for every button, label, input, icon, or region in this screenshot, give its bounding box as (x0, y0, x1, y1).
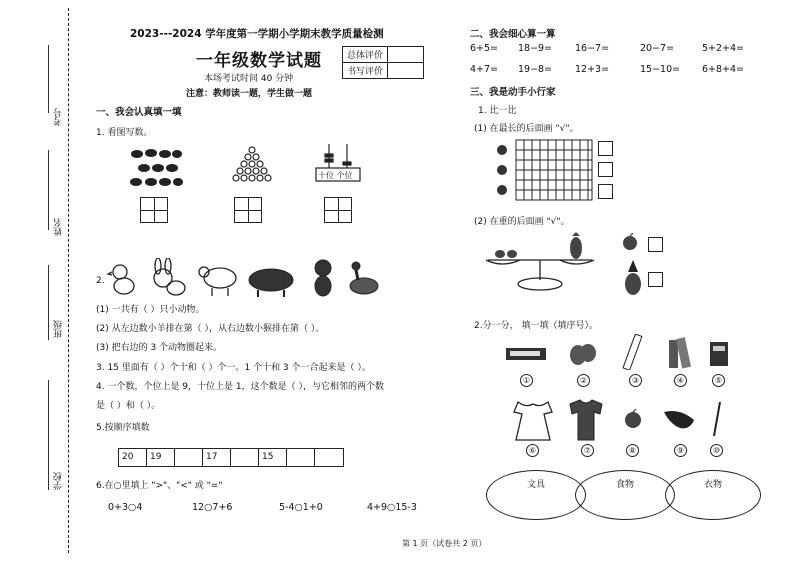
pineapple-icon (623, 260, 643, 296)
answer-box-1[interactable] (140, 197, 168, 223)
exam-time: 本场考试时间 40 分钟 (204, 74, 294, 84)
eggplant-icon (660, 404, 698, 432)
binding-line (68, 8, 69, 553)
calc-2-4[interactable]: 15−10= (640, 64, 681, 75)
calc-2-1[interactable]: 4+7= (470, 64, 499, 75)
calc-1-5[interactable]: 5+2+4= (702, 43, 745, 54)
compare-3[interactable]: 5-4○1+0 (279, 502, 323, 513)
seq-cell: 20 (119, 449, 147, 466)
p3-q1-b: (2) 在重的后面画 "√"。 (474, 217, 570, 227)
item-number-4: ④ (674, 374, 687, 387)
notebook-icon (708, 340, 730, 368)
item-number-7: ⑦ (581, 444, 594, 457)
tshirt-icon (566, 398, 606, 442)
q2-c: (3) 把右边的 3 个动物圈起来。 (96, 343, 223, 353)
q3-text: 3. 15 里面有（ ）个十和（ ）个一。1 个十和 3 个一合起来是（ ）。 (96, 363, 371, 373)
pencil-case-icon (504, 344, 548, 364)
seq-cell[interactable] (287, 449, 315, 466)
q1-text: 1. 看图写数。 (96, 128, 153, 138)
page-title: 一年级数学试题 (196, 51, 322, 71)
eval-writing-cell[interactable] (388, 63, 424, 79)
calc-2-5[interactable]: 6+8+4= (702, 64, 745, 75)
evaluation-table (342, 46, 424, 79)
calc-1-4[interactable]: 20−7= (640, 43, 675, 54)
item-number-1: ① (520, 374, 533, 387)
banji-line[interactable] (48, 265, 49, 340)
q2-b: (2) 从左边数小羊排在第（ ），从右边数小猴排在第（ ）。 (96, 324, 325, 334)
label-kaohao: 考号 (54, 108, 64, 126)
item-number-5: ⑤ (712, 374, 725, 387)
pencil-icon (708, 400, 726, 440)
q2-a: (1) 一共有（ ）只小动物。 (96, 305, 205, 315)
answer-box-3[interactable] (324, 197, 352, 223)
category-clothes[interactable] (665, 470, 761, 520)
balance-scale-icon (480, 232, 600, 294)
compare-2[interactable]: 12○7+6 (192, 502, 233, 513)
xuexiao-line[interactable] (48, 380, 49, 490)
length-grid-icon (494, 138, 594, 204)
seq-cell[interactable] (231, 449, 259, 466)
label-xingming: 姓名 (54, 218, 64, 236)
animals-row-icon (106, 258, 406, 298)
part3-heading: 三、我是动手小行家 (470, 87, 556, 98)
abacus-label: 十位 个位 (318, 171, 353, 180)
page-footer: 第 1 页（试卷共 2 页） (402, 539, 487, 548)
calc-2-2[interactable]: 19−8= (518, 64, 553, 75)
seq-cell: 19 (147, 449, 175, 466)
kaohao-line[interactable] (48, 45, 49, 113)
p3-q1-a: (1) 在最长的后面画 "√"。 (474, 124, 579, 134)
category-food[interactable] (575, 470, 675, 520)
apple-icon (620, 233, 640, 251)
item-number-6: ⑥ (526, 444, 539, 457)
item-number-2: ② (577, 374, 590, 387)
xingming-line[interactable] (48, 150, 49, 230)
balls-pyramid-icon (232, 146, 272, 188)
seq-cell[interactable] (315, 449, 343, 466)
p3-q1: 1. 比一比 (478, 106, 517, 116)
books-icon (665, 336, 693, 370)
exam-line: 2023---2024 学年度第一学期小学期末教学质量检测 (130, 28, 384, 40)
seq-cell: 15 (259, 449, 287, 466)
category-stationery[interactable] (486, 470, 586, 520)
category-clothes-label: 衣物 (703, 480, 722, 490)
answer-box-2[interactable] (234, 197, 262, 223)
item-number-9: ⑨ (674, 444, 687, 457)
turtles-icon (127, 146, 185, 190)
p3-q2: 2.分一分， 填一填（填序号）。 (474, 321, 598, 331)
eval-writing-label: 书写评价 (343, 63, 388, 79)
q6-text: 6.在○里填上 ">"、"<" 或 "=" (96, 481, 223, 491)
checkbox-long-2[interactable] (598, 162, 613, 177)
eval-total-label: 总体评价 (343, 47, 388, 63)
ruler-icon (620, 334, 644, 370)
dress-icon (512, 398, 554, 442)
label-banji: 班级 (54, 320, 64, 338)
apple-item-icon (622, 408, 644, 430)
exam-note: 注意：教师读一题，学生做一题 (186, 89, 313, 99)
calc-1-3[interactable]: 16−7= (575, 43, 610, 54)
label-xuexiao: 学校 (54, 472, 64, 490)
category-stationery-label: 文具 (526, 480, 545, 490)
q4-line1: 4. 一个数，个位上是 9，十位上是 1，这个数是（ ），与它相邻的两个数 (96, 382, 384, 392)
item-number-3: ③ (629, 374, 642, 387)
eval-total-cell[interactable] (388, 47, 424, 63)
part1-heading: 一、我会认真填一填 (96, 107, 182, 118)
checkbox-long-3[interactable] (598, 184, 613, 199)
vegetables-icon (568, 339, 598, 367)
checkbox-heavy-1[interactable] (648, 237, 663, 252)
item-number-10: ⑩ (710, 444, 723, 457)
sequence-row (118, 448, 344, 467)
q2-number: 2. (96, 276, 105, 286)
category-food-label: 食物 (615, 480, 634, 490)
seq-cell: 17 (203, 449, 231, 466)
seq-cell[interactable] (175, 449, 203, 466)
calc-1-1[interactable]: 6+5= (470, 43, 499, 54)
checkbox-long-1[interactable] (598, 141, 613, 156)
calc-2-3[interactable]: 12+3= (575, 64, 610, 75)
calc-1-2[interactable]: 18−9= (518, 43, 553, 54)
item-number-8: ⑧ (626, 444, 639, 457)
checkbox-heavy-2[interactable] (648, 272, 663, 287)
q5-text: 5.按顺序填数 (96, 423, 150, 433)
part2-heading: 二、我会细心算一算 (470, 29, 556, 40)
compare-4[interactable]: 4+9○15-3 (367, 502, 417, 513)
compare-1[interactable]: 0+3○4 (108, 502, 143, 513)
q4-line2: 是（ ）和（ ）。 (96, 401, 161, 411)
